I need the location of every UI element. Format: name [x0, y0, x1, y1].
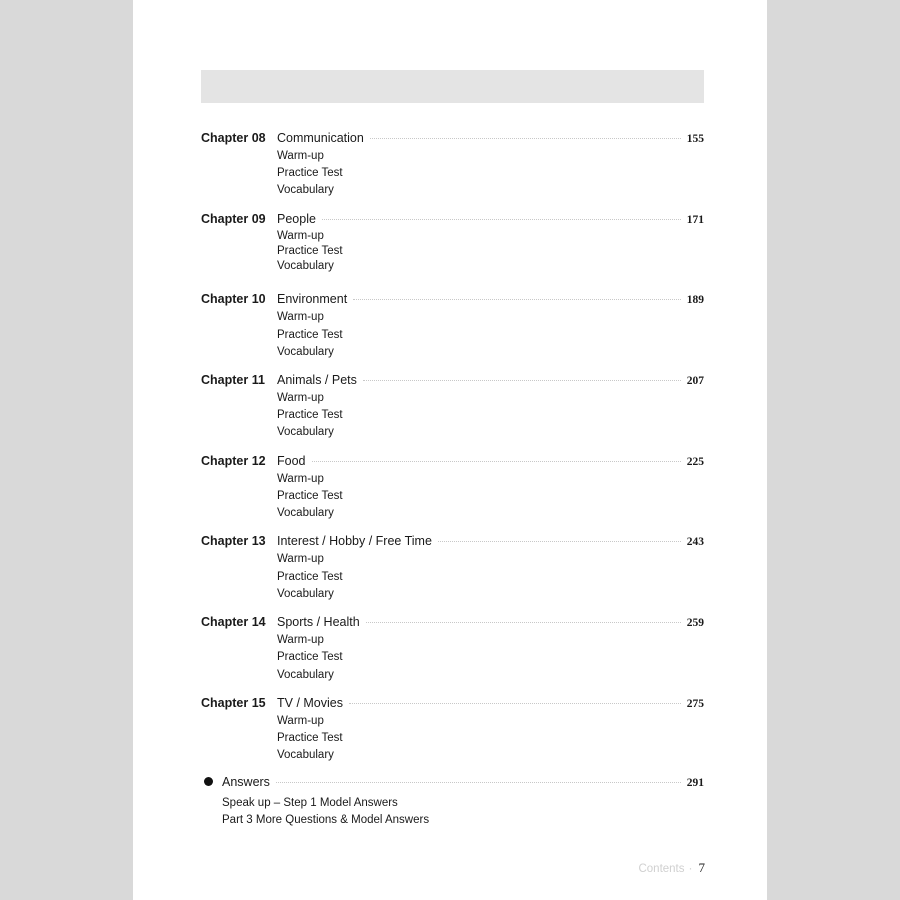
chapter-title[interactable]: People: [277, 211, 316, 226]
chapter-entry: [201, 212, 704, 293]
chapter-title[interactable]: Sports / Health: [277, 615, 360, 630]
dot-leader: [349, 703, 681, 704]
chapter-entry: [201, 131, 704, 212]
chapter-title[interactable]: Environment: [277, 292, 348, 307]
dot-leader: [370, 138, 681, 139]
section-item[interactable]: Practice Test: [277, 732, 343, 744]
section-item[interactable]: Vocabulary: [277, 507, 334, 520]
chapter-number: Chapter 10: [201, 292, 266, 307]
chapter-title[interactable]: Communication: [277, 131, 364, 145]
section-item[interactable]: Practice Test: [277, 409, 343, 422]
section-item[interactable]: Warm-up: [277, 150, 324, 162]
footer-label: Contents: [638, 863, 685, 875]
table-of-contents: [201, 131, 704, 777]
section-item[interactable]: Warm-up: [277, 553, 324, 566]
contents-header-bar: [201, 70, 704, 103]
section-item[interactable]: Practice Test: [277, 167, 343, 180]
dot-leader: [312, 461, 681, 462]
chapter-entry: [201, 373, 704, 454]
section-item[interactable]: Warm-up: [277, 392, 324, 405]
chapter-title[interactable]: TV / Movies: [277, 695, 343, 710]
chapter-number: Chapter 08: [201, 131, 266, 145]
chapter-title[interactable]: Interest / Hobby / Free Time: [277, 534, 432, 549]
chapter-number: Chapter 09: [201, 211, 266, 226]
answers-section-item[interactable]: Part 3 More Questions & Model Answers: [222, 814, 430, 827]
dot-leader: [366, 622, 681, 623]
section-item[interactable]: Practice Test: [277, 651, 343, 664]
chapter-number: Chapter 14: [201, 615, 266, 630]
chapter-page-number: 207: [686, 375, 704, 388]
chapter-number: Chapter 11: [201, 373, 265, 388]
answers-section-item[interactable]: Speak up – Step 1 Model Answers: [222, 797, 398, 809]
answers-entry: [201, 775, 704, 829]
section-item[interactable]: Vocabulary: [277, 184, 334, 197]
dot-leader: [322, 219, 681, 220]
section-item[interactable]: Vocabulary: [277, 668, 334, 681]
answers-page-number: 291: [686, 777, 704, 789]
section-item[interactable]: Warm-up: [277, 472, 324, 485]
chapter-entry: [201, 292, 704, 373]
dot-leader: [438, 541, 681, 542]
chapter-number: Chapter 13: [201, 534, 266, 549]
chapter-entry: [201, 615, 704, 696]
page-number: 7: [698, 860, 705, 875]
dot-leader: [363, 380, 681, 381]
bullet-icon: [204, 777, 213, 786]
footer-separator: ·: [688, 861, 693, 875]
chapter-number: Chapter 15: [201, 695, 266, 710]
page-footer: [638, 860, 705, 876]
chapter-entry: [201, 534, 704, 615]
section-item[interactable]: Practice Test: [277, 244, 343, 257]
chapter-page-number: 225: [686, 455, 704, 468]
chapter-page-number: 155: [686, 133, 704, 145]
chapter-page-number: 243: [686, 536, 704, 549]
section-item[interactable]: Vocabulary: [277, 749, 334, 762]
section-item[interactable]: Practice Test: [277, 570, 343, 583]
chapter-entry: [201, 696, 704, 777]
chapter-number: Chapter 12: [201, 453, 266, 468]
chapter-title[interactable]: Animals / Pets: [277, 373, 357, 388]
answers-title[interactable]: Answers: [222, 775, 270, 789]
chapter-page-number: 275: [686, 697, 704, 710]
section-item[interactable]: Practice Test: [277, 489, 343, 502]
chapter-page-number: 259: [686, 617, 704, 630]
chapter-page-number: 171: [686, 213, 704, 226]
section-item[interactable]: Vocabulary: [277, 259, 334, 272]
chapter-page-number: 189: [686, 294, 704, 307]
section-item[interactable]: Vocabulary: [277, 345, 334, 358]
section-item[interactable]: Warm-up: [277, 229, 324, 242]
section-item[interactable]: Practice Test: [277, 328, 343, 341]
section-item[interactable]: Vocabulary: [277, 587, 334, 600]
section-item[interactable]: Warm-up: [277, 634, 324, 647]
dot-leader: [353, 299, 681, 300]
section-item[interactable]: Warm-up: [277, 714, 324, 727]
chapter-entry: [201, 454, 704, 535]
chapter-title[interactable]: Food: [277, 453, 306, 468]
section-item[interactable]: Warm-up: [277, 311, 324, 324]
section-item[interactable]: Vocabulary: [277, 426, 334, 439]
document-page: [133, 0, 767, 900]
dot-leader: [276, 782, 681, 783]
